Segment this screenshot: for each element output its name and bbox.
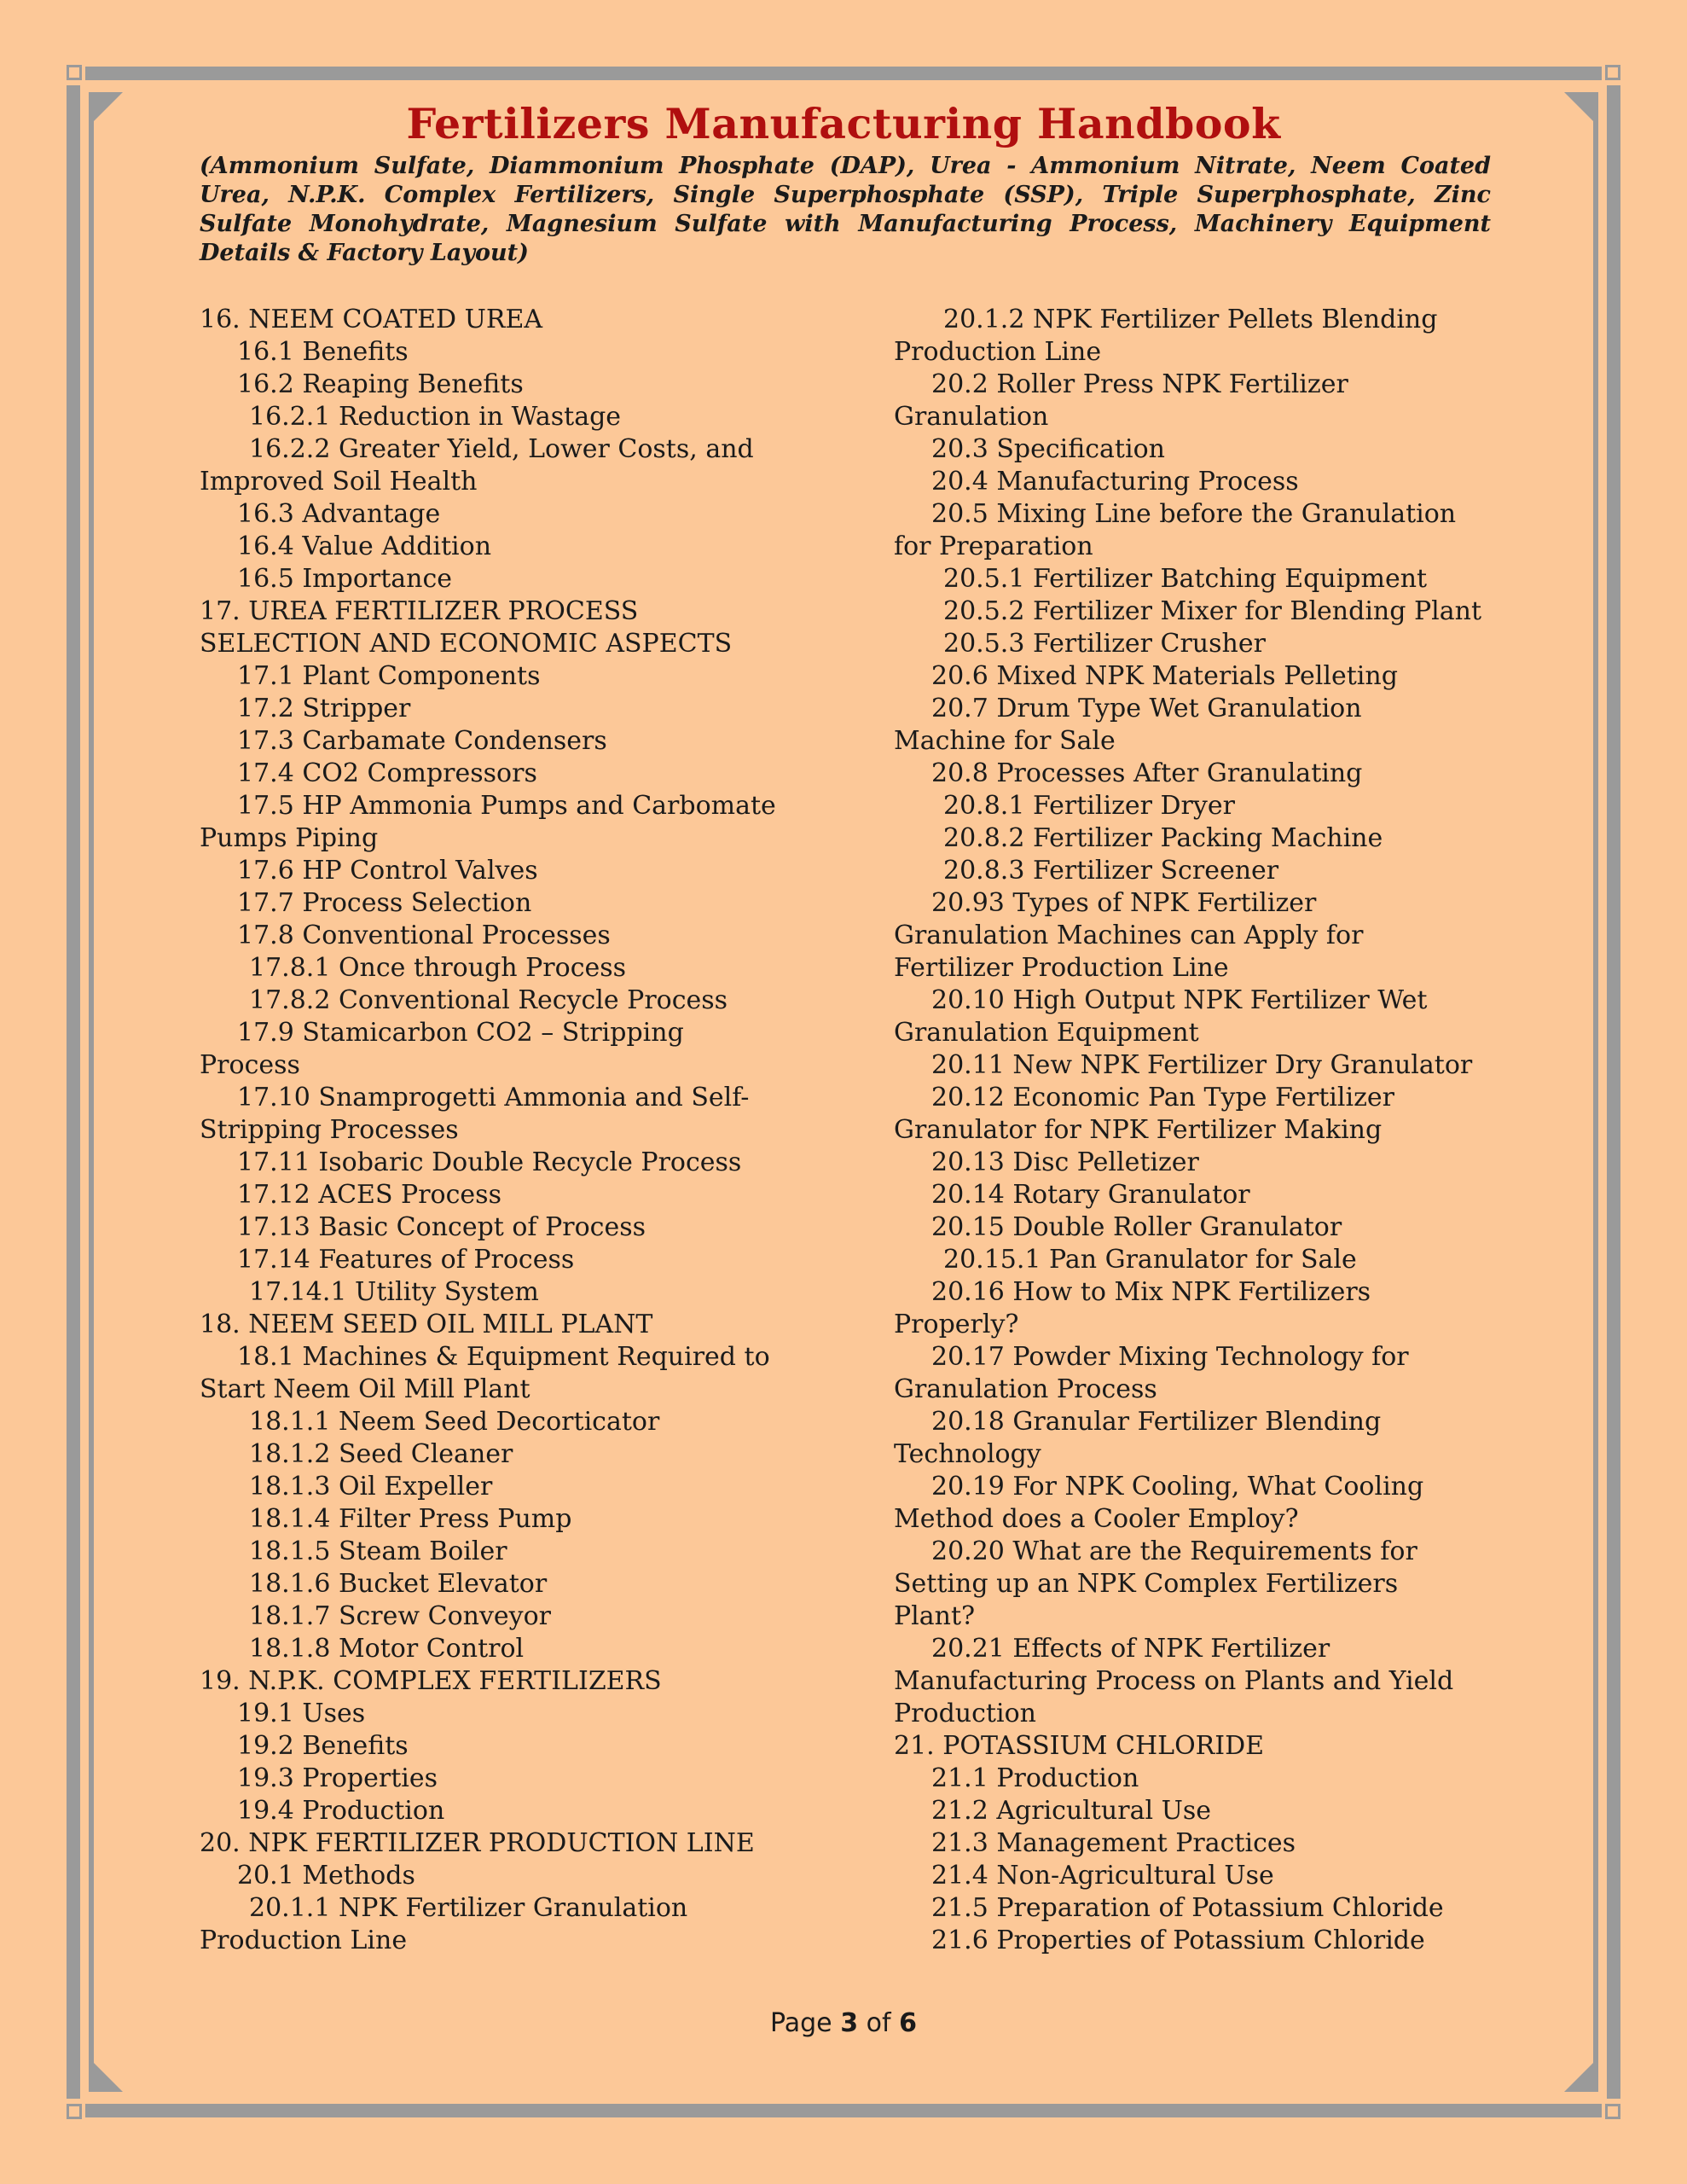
toc-entry: 17.6 HP Control Valves <box>237 856 538 886</box>
toc-entry: 20.7 Drum Type Wet Granulation <box>931 694 1362 723</box>
frame-corner-bottom-left <box>67 2104 82 2119</box>
toc-entry: 20.8.2 Fertilizer Packing Machine <box>943 823 1383 853</box>
toc-entry: 17.13 Basic Concept of Process <box>237 1212 646 1242</box>
document-subtitle: (Ammonium Sulfate, Diammonium Phosphate (DAP), Urea - Ammonium Nitrate, Neem Coated Urea, N.P.K. Complex Fertilizers, Single Superphosphate (SSP), Triple Superphosphate, Zinc Sulfate Monohydrate, Magnesium Sulfate with Manufacturing Process, Machinery Equipment Details & Factory Layout) <box>200 153 1491 266</box>
toc-entry: Properly? <box>894 1310 1019 1339</box>
toc-entry: 17.14.1 Utility System <box>249 1277 539 1307</box>
toc-entry: 18.1.8 Motor Control <box>249 1634 525 1664</box>
toc-entry: Machine for Sale <box>894 726 1116 756</box>
toc-entry: Plant? <box>894 1601 976 1631</box>
toc-entry: 20.16 How to Mix NPK Fertilizers <box>931 1277 1371 1307</box>
toc-entry: 18.1.4 Filter Press Pump <box>249 1504 572 1534</box>
toc-entry: 20.15.1 Pan Granulator for Sale <box>943 1245 1357 1275</box>
toc-entry: 16.2 Reaping Benefits <box>237 369 524 399</box>
frame-corner-top-left <box>67 65 82 80</box>
toc-entry: 20.1.1 NPK Fertilizer Granulation <box>249 1893 688 1923</box>
frame-triangle-bottom-right <box>1564 2063 1593 2092</box>
toc-entry: Granulation Equipment <box>894 1018 1199 1048</box>
toc-entry: Production <box>894 1699 1036 1728</box>
toc-entry: Granulation <box>894 402 1049 432</box>
toc-entry: 17.11 Isobaric Double Recycle Process <box>237 1147 742 1177</box>
toc-entry: Process <box>200 1050 300 1080</box>
toc-entry: Fertilizer Production Line <box>894 953 1229 983</box>
toc-entry: 16.5 Importance <box>237 564 453 594</box>
toc-entry: 16.3 Advantage <box>237 499 441 529</box>
toc-entry: 17.8 Conventional Processes <box>237 921 611 950</box>
toc-entry: 20.5.2 Fertilizer Mixer for Blending Plant <box>943 596 1482 626</box>
toc-entry: 20.20 What are the Requirements for <box>931 1536 1417 1566</box>
page-footer <box>0 2008 1687 2038</box>
toc-entry: 16.4 Value Addition <box>237 531 492 561</box>
toc-entry: 20.19 For NPK Cooling, What Cooling <box>931 1472 1424 1502</box>
frame-corner-bottom-right <box>1605 2104 1620 2119</box>
toc-entry: Pumps Piping <box>200 823 379 853</box>
toc-entry: 20.5 Mixing Line before the Granulation <box>931 499 1457 529</box>
toc-left-column <box>200 304 848 1957</box>
toc-entry: 20.11 New NPK Fertilizer Dry Granulator <box>931 1050 1473 1080</box>
toc-entry: 20.12 Economic Pan Type Fertilizer <box>931 1083 1394 1112</box>
toc-entry: 17.8.2 Conventional Recycle Process <box>249 985 728 1015</box>
toc-entry: 17.10 Snamprogetti Ammonia and Self- <box>237 1083 750 1112</box>
toc-entry: Method does a Cooler Employ? <box>894 1504 1299 1534</box>
toc-entry: 21. POTASSIUM CHLORIDE <box>894 1731 1265 1761</box>
toc-entry: Granulation Machines can Apply for <box>894 921 1364 950</box>
toc-entry: 21.2 Agricultural Use <box>931 1796 1212 1826</box>
toc-entry: 17.5 HP Ammonia Pumps and Carbomate <box>237 791 776 821</box>
toc-entry: 16.2.2 Greater Yield, Lower Costs, and <box>249 434 754 464</box>
toc-entry: 17.8.1 Once through Process <box>249 953 627 983</box>
toc-entry: 19.4 Production <box>237 1796 445 1826</box>
toc-entry: 18.1.2 Seed Cleaner <box>249 1439 513 1469</box>
toc-entry: 18.1.6 Bucket Elevator <box>249 1569 548 1599</box>
toc-entry: 20.93 Types of NPK Fertilizer <box>931 888 1317 918</box>
toc-entry: 20.10 High Output NPK Fertilizer Wet <box>931 985 1428 1015</box>
toc-entry: 21.6 Properties of Potassium Chloride <box>931 1926 1425 1955</box>
toc-entry: 20.13 Disc Pelletizer <box>931 1147 1199 1177</box>
toc-entry: 21.3 Management Practices <box>931 1828 1296 1858</box>
toc-entry: 16.1 Benefits <box>237 337 409 367</box>
toc-entry: 21.1 Production <box>931 1763 1139 1793</box>
toc-entry: Production Line <box>894 337 1102 367</box>
toc-entry: 20.2 Roller Press NPK Fertilizer <box>931 369 1348 399</box>
toc-entry: 20.15 Double Roller Granulator <box>931 1212 1342 1242</box>
frame-top-border <box>85 67 1602 80</box>
toc-entry: 21.5 Preparation of Potassium Chloride <box>931 1893 1444 1923</box>
toc-entry: 17.1 Plant Components <box>237 661 541 691</box>
toc-entry: 19.3 Properties <box>237 1763 438 1793</box>
toc-entry: Improved Soil Health <box>200 467 478 497</box>
frame-corner-top-right <box>1605 65 1620 80</box>
frame-inner-left-border <box>89 92 94 2092</box>
toc-entry: 18.1 Machines & Equipment Required to <box>237 1342 770 1372</box>
toc-entry: 17. UREA FERTILIZER PROCESS <box>200 596 639 626</box>
toc-entry: 20.5.1 Fertilizer Batching Equipment <box>943 564 1428 594</box>
page-label: Page <box>770 2008 832 2038</box>
toc-entry: 19. N.P.K. COMPLEX FERTILIZERS <box>200 1666 662 1696</box>
toc-entry: 20.14 Rotary Granulator <box>931 1180 1250 1210</box>
toc-entry: 18.1.7 Screw Conveyor <box>249 1601 552 1631</box>
frame-left-border <box>67 85 80 2099</box>
toc-entry: 17.9 Stamicarbon CO2 – Stripping <box>237 1018 684 1048</box>
toc-entry: 20.8.1 Fertilizer Dryer <box>943 791 1235 821</box>
toc-entry: 18.1.5 Steam Boiler <box>249 1536 507 1566</box>
frame-inner-right-border <box>1593 92 1598 2092</box>
page-current: 3 <box>840 2008 859 2038</box>
toc-entry: 20.6 Mixed NPK Materials Pelleting <box>931 661 1398 691</box>
toc-entry: 20.21 Effects of NPK Fertilizer <box>931 1634 1330 1664</box>
toc-entry: 16. NEEM COATED UREA <box>200 305 543 334</box>
toc-entry: 18. NEEM SEED OIL MILL PLANT <box>200 1310 653 1339</box>
toc-entry: 17.3 Carbamate Condensers <box>237 726 607 756</box>
toc-entry: 17.7 Process Selection <box>237 888 532 918</box>
toc-right-column <box>894 304 1542 1957</box>
toc-entry: 21.4 Non-Agricultural Use <box>931 1861 1274 1891</box>
toc-entry: Granulation Process <box>894 1374 1157 1404</box>
toc-entry: SELECTION AND ECONOMIC ASPECTS <box>200 629 733 659</box>
toc-entry: 20.18 Granular Fertilizer Blending <box>931 1407 1382 1437</box>
toc-entry: Manufacturing Process on Plants and Yield <box>894 1666 1454 1696</box>
toc-entry: 17.12 ACES Process <box>237 1180 501 1210</box>
toc-entry: 17.4 CO2 Compressors <box>237 758 537 788</box>
toc-entry: 16.2.1 Reduction in Wastage <box>249 402 622 432</box>
toc-entry: Setting up an NPK Complex Fertilizers <box>894 1569 1399 1599</box>
frame-triangle-bottom-left <box>94 2063 123 2092</box>
toc-entry: 19.1 Uses <box>237 1699 366 1728</box>
toc-entry: Start Neem Oil Mill Plant <box>200 1374 530 1404</box>
toc-entry: 20.5.3 Fertilizer Crusher <box>943 629 1266 659</box>
toc-entry: 20.17 Powder Mixing Technology for <box>931 1342 1409 1372</box>
toc-entry: 17.2 Stripper <box>237 694 411 723</box>
toc-entry: 20. NPK FERTILIZER PRODUCTION LINE <box>200 1828 755 1858</box>
toc-entry: 18.1.3 Oil Expeller <box>249 1472 493 1502</box>
frame-right-border <box>1607 85 1620 2099</box>
toc-entry: 20.1.2 NPK Fertilizer Pellets Blending <box>943 305 1438 334</box>
toc-entry: 19.2 Benefits <box>237 1731 409 1761</box>
toc-entry: for Preparation <box>894 531 1093 561</box>
toc-entry: Production Line <box>200 1926 408 1955</box>
toc-entry: Technology <box>894 1439 1041 1469</box>
toc-entry: 20.3 Specification <box>931 434 1165 464</box>
toc-entry: Granulator for NPK Fertilizer Making <box>894 1115 1383 1145</box>
toc-entry: 20.1 Methods <box>237 1861 415 1891</box>
page-of-label: of <box>866 2008 891 2038</box>
frame-bottom-border <box>85 2104 1602 2117</box>
page-total: 6 <box>899 2008 917 2038</box>
toc-entry: Stripping Processes <box>200 1115 459 1145</box>
toc-entry: 18.1.1 Neem Seed Decorticator <box>249 1407 660 1437</box>
toc-entry: 20.4 Manufacturing Process <box>931 467 1299 497</box>
toc-entry: 20.8 Processes After Granulating <box>931 758 1363 788</box>
toc-entry: 17.14 Features of Process <box>237 1245 575 1275</box>
toc-entry: 20.8.3 Fertilizer Screener <box>943 856 1279 886</box>
document-title: Fertilizers Manufacturing Handbook <box>406 99 1281 148</box>
